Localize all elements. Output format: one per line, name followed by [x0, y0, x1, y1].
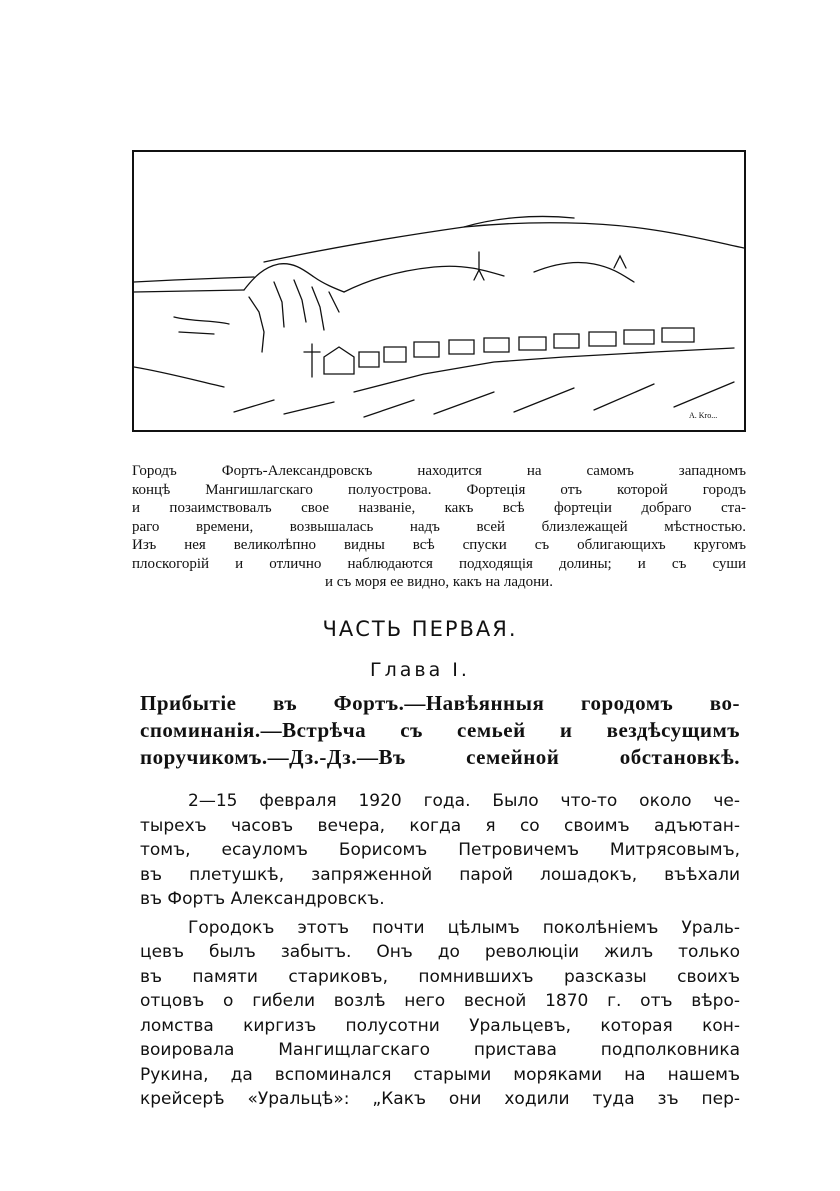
- fort-illustration: [132, 150, 746, 432]
- paragraph-line: томъ, есауломъ Борисомъ Петровичемъ Митрясовымъ,: [140, 840, 740, 860]
- summary-line: поручикомъ.—Дз.-Дз.—Въ семейной обстановкѣ.: [140, 745, 740, 769]
- chapter-title: Глава I.: [370, 659, 470, 681]
- part-title: ЧАСТЬ ПЕРВАЯ.: [322, 617, 518, 641]
- artist-signature: A. Kro...: [689, 411, 718, 420]
- caption-line: и съ моря ее видно, какъ на ладони.: [325, 574, 553, 590]
- paragraph-line: 2—15 февраля 1920 года. Было что-то около че-: [188, 791, 740, 811]
- caption-line: Городъ Фортъ-Александровскъ находится на самомъ западномъ: [132, 463, 746, 479]
- illustration-caption: [132, 462, 746, 592]
- summary-line: споминанія.—Встрѣча съ семьей и вездѣсущимъ: [140, 718, 740, 742]
- fort-landscape-drawing: [134, 152, 744, 430]
- caption-line: Изъ нея великолѣпно видны всѣ спуски съ облигающихъ кругомъ: [132, 537, 746, 553]
- paragraph-line: тырехъ часовъ вечера, когда я со своимъ адъютан-: [140, 815, 740, 836]
- summary-line: Прибытіе въ Фортъ.—Навѣянныя городомъ во-: [140, 691, 740, 715]
- caption-line: и позаимствовалъ свое названіе, какъ всѣ фортеціи добраго ста-: [132, 500, 746, 516]
- paragraph-line: Городокъ этотъ почти цѣлымъ поколѣніемъ Ураль-: [188, 917, 740, 938]
- paragraph-line: воировала Мангищлагскаго пристава подполковника: [140, 1040, 740, 1060]
- paragraph-line: Рукина, да вспоминался старыми моряками на нашемъ: [140, 1064, 740, 1085]
- paragraph-line: цевъ былъ забытъ. Онъ до революціи жилъ только: [140, 942, 740, 962]
- caption-line: раго времени, возвышалась надъ всей близлежащей мѣстностью.: [132, 518, 746, 535]
- caption-line: плоскогорій и отлично наблюдаются подходящія долины; и съ суши: [132, 555, 746, 572]
- paragraph-line: ломства киргизъ полусотни Уральцевъ, которая кон-: [140, 1015, 740, 1036]
- chapter-summary: [140, 690, 740, 771]
- paragraph-line: въ Фортъ Александровскъ.: [140, 889, 385, 909]
- caption-line: концѣ Мангишлагскаго полуострова. Фортеція отъ которой городъ: [132, 481, 746, 498]
- body-text: [140, 789, 740, 1112]
- paragraph-line: въ памяти стариковъ, помнившихъ разсказы своихъ: [140, 966, 740, 987]
- paragraph-line: въ плетушкѣ, запряженной парой лошадокъ, въѣхали: [140, 864, 740, 885]
- paragraph-line: отцовъ о гибели возлѣ него весной 1870 г. отъ вѣро-: [140, 991, 740, 1011]
- paragraph-line: крейсерѣ «Уральцѣ»: „Какъ они ходили туда зъ пер-: [140, 1089, 740, 1109]
